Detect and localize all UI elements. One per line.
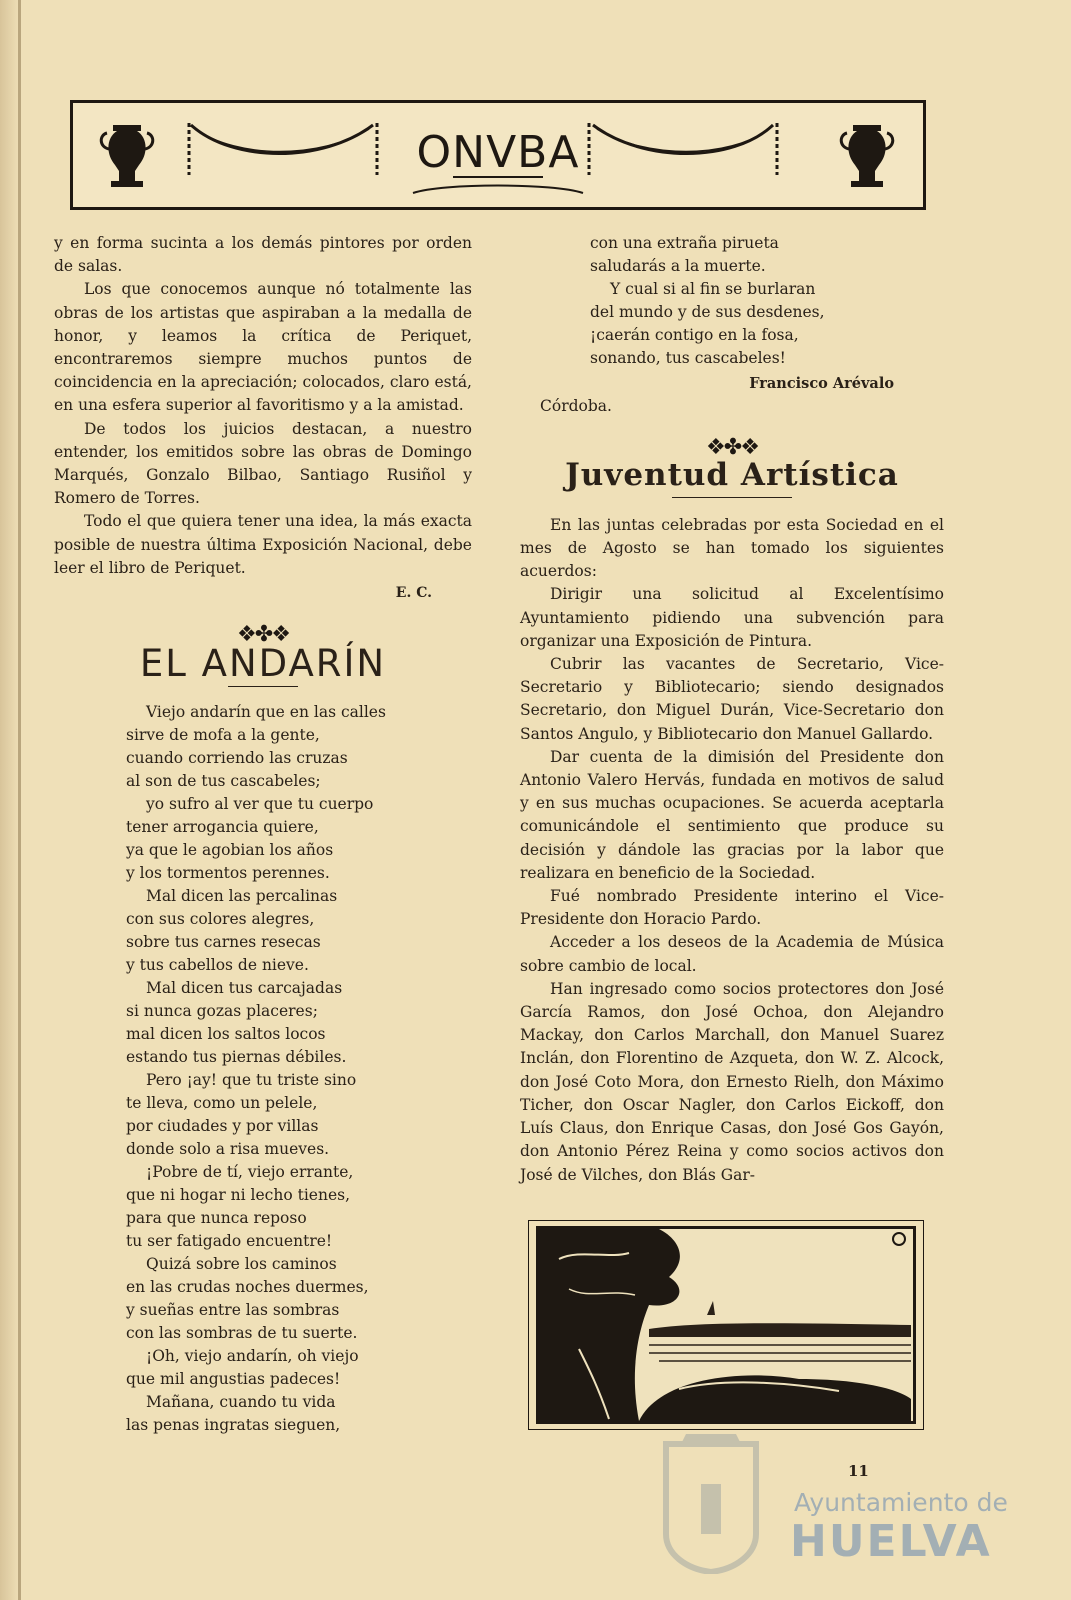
poem-title: EL ANDARÍN bbox=[139, 642, 387, 686]
poem-line: ¡Oh, viejo andarín, oh viejo bbox=[146, 1346, 359, 1365]
poem-place: Córdoba. bbox=[540, 397, 612, 416]
article-signature: E. C. bbox=[395, 585, 432, 602]
intro-article bbox=[54, 232, 472, 580]
landscape-illustration bbox=[536, 1226, 916, 1424]
city-seal-watermark-icon bbox=[656, 1424, 766, 1574]
paragraph: y en forma sucinta a los demás pintores por orden de salas. bbox=[54, 234, 472, 276]
poem-body bbox=[54, 701, 472, 1437]
poem-line: ya que le agobian los años bbox=[126, 840, 334, 859]
page-edge bbox=[18, 0, 21, 1600]
poem-line: yo sufro al ver que tu cuerpo bbox=[146, 794, 374, 813]
title-rule bbox=[672, 497, 792, 498]
poem-line: Quizá sobre los caminos bbox=[146, 1254, 337, 1273]
paragraph: Fué nombrado Presidente interino el Vice-Presidente don Horacio Pardo. bbox=[520, 887, 944, 929]
poem-line: cuando corriendo las cruzas bbox=[126, 748, 348, 767]
tree-seascape-icon bbox=[539, 1229, 913, 1421]
flourish-icon bbox=[413, 186, 583, 194]
section-ornament-icon: ❖✤❖ bbox=[706, 435, 758, 461]
poem-line: las penas ingratas sieguen, bbox=[126, 1415, 341, 1434]
poem-line: sobre tus carnes resecas bbox=[126, 932, 321, 951]
poem-line: saludarás a la muerte. bbox=[590, 257, 766, 275]
poem-line: y sueñas entre las sombras bbox=[126, 1300, 340, 1319]
page-shadow bbox=[0, 0, 20, 1600]
paragraph: Todo el que quiera tener una idea, la más exacta posible de nuestra última Exposición Nacional, debe leer el libro de Periquet. bbox=[54, 512, 472, 577]
poem-line: donde solo a risa mueves. bbox=[126, 1139, 330, 1158]
title-rule bbox=[228, 686, 298, 687]
poem-line: del mundo y de sus desdenes, bbox=[590, 303, 825, 321]
watermark-line1: Ayuntamiento de bbox=[794, 1488, 1008, 1517]
watermark-line2: HUELVA bbox=[790, 1516, 992, 1567]
poem-line: y los tormentos perennes. bbox=[126, 863, 330, 882]
poem-line: sirve de mofa a la gente, bbox=[126, 725, 320, 744]
paragraph: Cubrir las vacantes de Secretario, Vice-Secretario y Bibliotecario; siendo designados Secretario, don Miguel Durán, Vice-Secretario don Santos Angulo, y Bibliotecario don Manuel Gallardo. bbox=[520, 655, 944, 743]
right-column bbox=[520, 232, 944, 1187]
poem-line: que ni hogar ni lecho tienes, bbox=[126, 1185, 351, 1204]
poem-author: Francisco Arévalo bbox=[749, 375, 894, 392]
poem-continuation bbox=[520, 232, 944, 370]
poem-line: con sus colores alegres, bbox=[126, 909, 315, 928]
paragraph: De todos los juicios destacan, a nuestro entender, los emitidos sobre las obras de Domingo Marqués, Gonzalo Bilbao, Santiago Rusiñol y Romero de Torres. bbox=[54, 419, 472, 508]
poem-line: Y cual si al fin se burlaran bbox=[610, 280, 816, 298]
masthead-banner bbox=[70, 100, 926, 210]
paragraph: Dar cuenta de la dimisión del Presidente don Antonio Valero Hervás, fundada en motivos de salud y en sus muchas ocupaciones. Se acuerda aceptarla comunicándole el sentimiento que produce su decisión y dándole las gracias por la labor que realizara en beneficio de la Sociedad. bbox=[520, 747, 944, 882]
poem-line: al son de tus cascabeles; bbox=[126, 771, 321, 790]
paragraph: Los que conocemos aunque nó totalmente las obras de los artistas que aspiraban a la medalla de honor, y leamos la crítica de Periquet, encontraremos siempre muchos puntos de coincidencia en la apreciación; colocados, claro está, en una esfera superior al favoritismo y a la amistad. bbox=[54, 280, 472, 415]
poem-line: Viejo andarín que en las calles bbox=[146, 702, 386, 721]
section-ornament-icon: ❖✤❖ bbox=[237, 622, 289, 648]
poem-line: Pero ¡ay! que tu triste sino bbox=[146, 1070, 357, 1089]
page-number: 11 bbox=[848, 1462, 869, 1480]
poem-line: que mil angustias padeces! bbox=[126, 1369, 341, 1388]
poem-line: Mal dicen las percalinas bbox=[146, 886, 338, 905]
poem-line: tu ser fatigado encuentre! bbox=[126, 1231, 333, 1250]
poem-line: y tus cabellos de nieve. bbox=[126, 955, 309, 974]
poem-line: para que nunca reposo bbox=[126, 1208, 307, 1227]
poem-line: te lleva, como un pelele, bbox=[126, 1093, 318, 1112]
poem-line: con las sombras de tu suerte. bbox=[126, 1323, 358, 1342]
poem-line: sonando, tus cascabeles! bbox=[590, 349, 786, 367]
poem-line: Mañana, cuando tu vida bbox=[146, 1392, 336, 1411]
poem-line: si nunca gozas placeres; bbox=[126, 1001, 318, 1020]
poem-line: ¡caerán contigo en la fosa, bbox=[590, 326, 799, 344]
poem-line: por ciudades y por villas bbox=[126, 1116, 319, 1135]
paragraph: Han ingresado como socios protectores don José García Ramos, don José Ochoa, don Alejandro Mackay, don Carlos Marchall, don Manuel Suarez Inclán, don Florentino de Azqueta, don W. Z. Alcock, don José Coto Mora, don Ernesto Rielh, don Máximo Ticher, don Oscar Nagler, don Carlos Eickoff, don Luís Claus, don Enrique Casas, don José Gos Gayón, don Antonio Pérez Reina y como socios activos don José de Vilches, don Blás Gar- bbox=[520, 979, 944, 1184]
paragraph: Acceder a los deseos de la Academia de Música sobre cambio de local. bbox=[520, 933, 944, 975]
left-column bbox=[54, 232, 472, 1437]
poem-line: ¡Pobre de tí, viejo errante, bbox=[146, 1162, 354, 1181]
paragraph: En las juntas celebradas por esta Sociedad en el mes de Agosto se han tomado los siguientes acuerdos: bbox=[520, 515, 944, 581]
poem-line: Mal dicen tus carcajadas bbox=[146, 978, 343, 997]
poem-line: mal dicen los saltos locos bbox=[126, 1024, 326, 1043]
section-body bbox=[520, 514, 944, 1187]
poem-line: estando tus piernas débiles. bbox=[126, 1047, 347, 1066]
poem-line: tener arrogancia quiere, bbox=[126, 817, 319, 836]
section-title: Juventud Artística bbox=[565, 456, 899, 493]
masthead-title: ONVBA bbox=[416, 127, 580, 178]
poem-line: con una extraña pirueta bbox=[590, 234, 779, 252]
paragraph: Dirigir una solicitud al Excelentísimo Ayuntamiento pidiendo una subvención para organizar una Exposición de Pintura. bbox=[520, 585, 944, 650]
poem-line: en las crudas noches duermes, bbox=[126, 1277, 369, 1296]
